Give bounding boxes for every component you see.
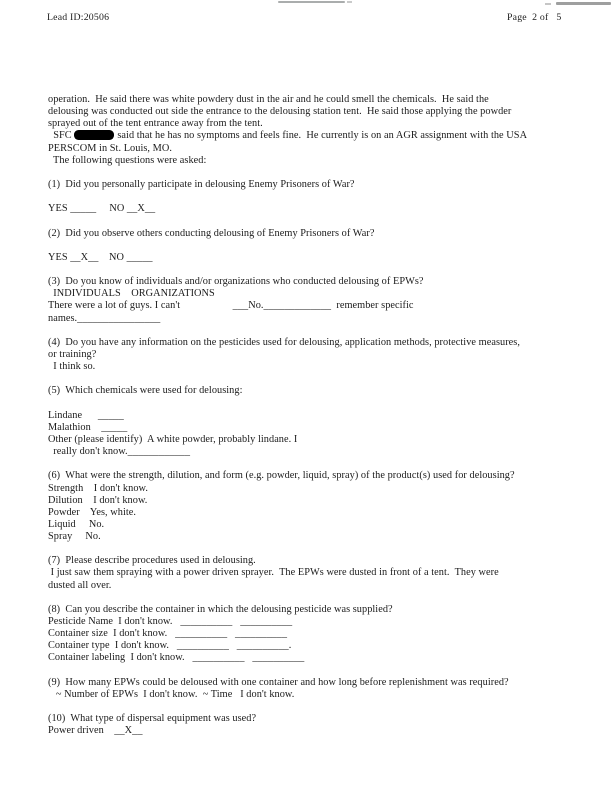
text-line: YES _____ NO __X__ — [48, 203, 156, 215]
text-line: (5) Which chemicals were used for delousing: — [48, 385, 243, 397]
text-line — [48, 701, 588, 713]
text-line: names.________________ — [48, 312, 161, 324]
text-line — [48, 373, 588, 385]
text-line: (9) How many EPWs could be deloused with one container and how long before replenishment was required? — [48, 676, 509, 688]
text-line: or training? — [48, 348, 97, 360]
text-line: Dilution I don't know. — [48, 494, 148, 506]
redaction-box — [74, 130, 114, 140]
text-line: really don't know.____________ — [48, 446, 191, 458]
text-after-redaction: said that he has no symptoms and feels fine. He currently is on an AGR assignment with the USA — [114, 130, 528, 142]
text-line: sprayed out of the tent entrance away from the tent. — [48, 118, 263, 130]
text-line: I just saw them spraying with a power driven sprayer. The EPWs were dusted in front of a tent. They were — [48, 567, 499, 579]
text-line — [48, 592, 588, 604]
text-line: ~ Number of EPWs I don't know. ~ Time I don't know. — [48, 688, 295, 700]
text-line: (2) Did you observe others conducting delousing of Enemy Prisoners of War? — [48, 227, 375, 239]
scan-artifact-top-right-speck — [545, 3, 551, 5]
text-line: There were a lot of guys. I can't ___No._____________ remember specific — [48, 300, 414, 312]
text-line: dusted all over. — [48, 579, 112, 591]
scan-artifact-top-center — [278, 1, 345, 3]
text-line: Malathion _____ — [48, 421, 128, 433]
text-line — [48, 215, 588, 227]
text-line: (3) Do you know of individuals and/or organizations who conducted delousing of EPWs? — [48, 276, 424, 288]
lead-id-label: Lead ID:20506 — [47, 12, 110, 23]
text-line: Other (please identify) A white powder, probably lindane. I — [48, 433, 298, 445]
text-line — [48, 665, 588, 677]
text-line: delousing was conducted out side the entrance to the delousing station tent. He said those applying the powder — [48, 106, 512, 118]
text-line: Container labeling I don't know. __________ __________ — [48, 652, 305, 664]
text-line: I think so. — [48, 361, 96, 373]
text-line: Pesticide Name I don't know. __________ __________ — [48, 616, 293, 628]
text-line: (6) What were the strength, dilution, and form (e.g. powder, liquid, spray) of the product(s) used for delousing? — [48, 470, 515, 482]
text-line-redacted — [48, 130, 588, 142]
text-line: Container type I don't know. __________ __________. — [48, 640, 292, 652]
text-line: The following questions were asked: — [48, 154, 207, 166]
scan-artifact-top-right — [556, 2, 611, 5]
text-line: INDIVIDUALS ORGANIZATIONS — [48, 288, 215, 300]
text-line: YES __X__ NO _____ — [48, 251, 153, 263]
text-line — [48, 191, 588, 203]
text-line: Spray No. — [48, 531, 101, 543]
text-line — [48, 398, 588, 410]
text-line: (8) Can you describe the container in which the delousing pesticide was supplied? — [48, 603, 393, 615]
text-line — [48, 167, 588, 179]
text-line: (4) Do you have any information on the pesticides used for delousing, application methods, protective measures, — [48, 336, 520, 348]
text-line — [48, 264, 588, 276]
text-line: Powder Yes, white. — [48, 506, 137, 518]
text-line: (10) What type of dispersal equipment was used? — [48, 713, 257, 725]
text-line: operation. He said there was white powdery dust in the air and he could smell the chemicals. He said the — [48, 94, 489, 105]
text-line: Strength I don't know. — [48, 482, 148, 494]
text-line: Container size I don't know. __________ __________ — [48, 628, 288, 640]
text-line: PERSCOM in St. Louis, MO. — [48, 142, 172, 154]
text-line — [48, 458, 588, 470]
text-line: (1) Did you personally participate in delousing Enemy Prisoners of War? — [48, 178, 355, 190]
text-line: Lindane _____ — [48, 409, 124, 421]
text-before-redaction: SFC — [48, 130, 72, 142]
text-line: Liquid No. — [48, 518, 105, 530]
text-line: (7) Please describe procedures used in delousing. — [48, 555, 256, 567]
text-line — [48, 325, 588, 337]
text-line — [48, 543, 588, 555]
document-lines — [48, 94, 588, 737]
text-line: Power driven __X__ — [48, 725, 143, 737]
scan-artifact-top-center-tail — [347, 1, 352, 3]
page-number-label: Page 2 of 5 — [507, 12, 562, 23]
text-line — [48, 240, 588, 252]
